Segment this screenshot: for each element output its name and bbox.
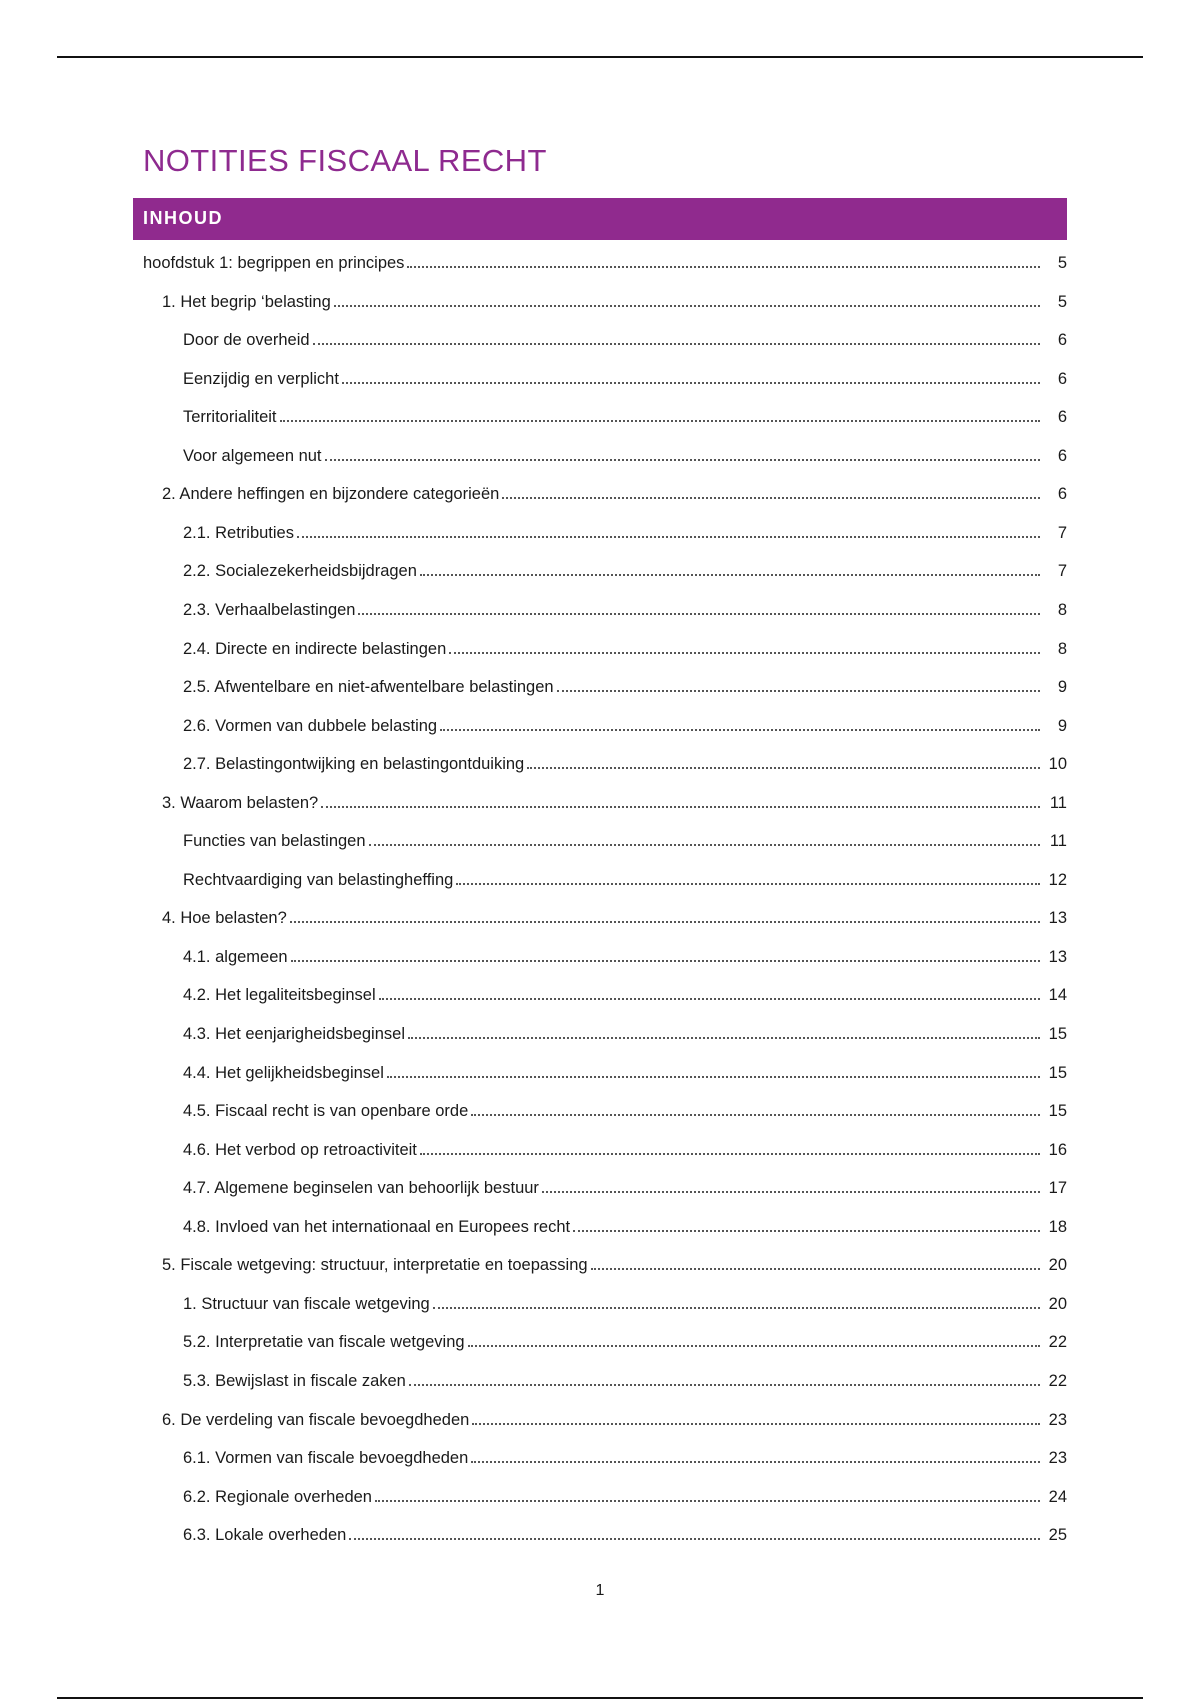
toc-entry-label: Voor algemeen nut bbox=[183, 447, 322, 465]
toc-entry-page-number: 6 bbox=[1057, 408, 1067, 426]
toc-entry-page-number: 6 bbox=[1057, 485, 1067, 503]
toc-entry-label: 2.7. Belastingontwijking en belastingontduiking bbox=[183, 755, 525, 773]
toc-entry[interactable] bbox=[183, 368, 1067, 390]
toc-dot-leader bbox=[420, 1153, 1040, 1155]
toc-entry-page-number: 25 bbox=[1048, 1526, 1067, 1544]
toc-dot-leader bbox=[449, 652, 1040, 654]
toc-dot-leader bbox=[468, 1345, 1040, 1347]
toc-entry[interactable] bbox=[183, 715, 1067, 737]
toc-entry[interactable] bbox=[143, 252, 1067, 274]
toc-entry-label: 5.2. Interpretatie van fiscale wetgeving bbox=[183, 1333, 465, 1351]
toc-entry[interactable] bbox=[183, 445, 1067, 467]
toc-dot-leader bbox=[325, 459, 1040, 461]
toc-entry[interactable] bbox=[162, 907, 1067, 929]
toc-dot-leader bbox=[358, 613, 1040, 615]
toc-entry-label: 6. De verdeling van fiscale bevoegdheden bbox=[162, 1411, 470, 1429]
toc-heading: INHOUD bbox=[143, 208, 223, 228]
toc-entry-page-number: 17 bbox=[1048, 1179, 1067, 1197]
toc-dot-leader bbox=[542, 1191, 1040, 1193]
toc-dot-leader bbox=[290, 921, 1040, 923]
toc-entry[interactable] bbox=[183, 1447, 1067, 1469]
toc-entry-label: 6.2. Regionale overheden bbox=[183, 1488, 372, 1506]
toc-entry-label: 6.1. Vormen van fiscale bevoegdheden bbox=[183, 1449, 469, 1467]
toc-entry-label: 2.2. Socialezekerheidsbijdragen bbox=[183, 562, 417, 580]
toc-dot-leader bbox=[472, 1423, 1040, 1425]
toc-entry[interactable] bbox=[183, 638, 1067, 660]
toc-entry[interactable] bbox=[183, 1023, 1067, 1045]
toc-entry-page-number: 15 bbox=[1048, 1025, 1067, 1043]
toc-entry-page-number: 11 bbox=[1049, 832, 1067, 850]
toc-dot-leader bbox=[440, 729, 1040, 731]
toc-dot-leader bbox=[420, 574, 1040, 576]
toc-entry[interactable] bbox=[183, 830, 1067, 852]
toc-entry-label: 2.1. Retributies bbox=[183, 524, 294, 542]
page-number: 1 bbox=[595, 1582, 605, 1599]
toc-dot-leader bbox=[291, 960, 1040, 962]
toc-dot-leader bbox=[379, 998, 1040, 1000]
toc-entry[interactable] bbox=[183, 1139, 1067, 1161]
toc-entry[interactable] bbox=[183, 946, 1067, 968]
toc-entry[interactable] bbox=[183, 329, 1067, 351]
toc-entry-page-number: 9 bbox=[1057, 678, 1067, 696]
toc-dot-leader bbox=[387, 1076, 1040, 1078]
toc-entry-page-number: 5 bbox=[1057, 254, 1067, 272]
toc-entry-label: 2.3. Verhaalbelastingen bbox=[183, 601, 356, 619]
toc-entry-page-number: 16 bbox=[1048, 1141, 1067, 1159]
toc-entry-label: 4.8. Invloed van het internationaal en Europees recht bbox=[183, 1218, 571, 1236]
toc-entry[interactable] bbox=[183, 406, 1067, 428]
toc-entry[interactable] bbox=[183, 869, 1067, 891]
toc-entry-label: Territorialiteit bbox=[183, 408, 277, 426]
toc-entry[interactable] bbox=[183, 1524, 1067, 1546]
toc-dot-leader bbox=[334, 305, 1040, 307]
toc-entry-page-number: 11 bbox=[1049, 794, 1067, 812]
toc-dot-leader bbox=[342, 382, 1040, 384]
toc-entry-page-number: 20 bbox=[1048, 1295, 1067, 1313]
toc-dot-leader bbox=[321, 806, 1040, 808]
toc-entry-label: 4.3. Het eenjarigheidsbeginsel bbox=[183, 1025, 405, 1043]
toc-entry-label: 2. Andere heffingen en bijzondere categorieën bbox=[162, 485, 500, 503]
toc-entry-label: 4. Hoe belasten? bbox=[162, 909, 287, 927]
toc-entry-label: hoofdstuk 1: begrippen en principes bbox=[143, 254, 405, 272]
toc-entry[interactable] bbox=[183, 599, 1067, 621]
toc-entry-label: Rechtvaardiging van belastingheffing bbox=[183, 871, 454, 889]
toc-entry-label: Door de overheid bbox=[183, 331, 310, 349]
toc-entry[interactable] bbox=[162, 1254, 1067, 1276]
toc-entry[interactable] bbox=[183, 1370, 1067, 1392]
toc-entry-page-number: 7 bbox=[1057, 524, 1067, 542]
toc-entry-page-number: 24 bbox=[1048, 1488, 1067, 1506]
toc-entry-label: 1. Het begrip ‘belasting bbox=[162, 293, 331, 311]
toc-entry-page-number: 13 bbox=[1048, 948, 1067, 966]
toc-dot-leader bbox=[471, 1461, 1040, 1463]
toc-entry-page-number: 6 bbox=[1057, 447, 1067, 465]
toc-entry-label: 4.1. algemeen bbox=[183, 948, 288, 966]
toc-entry-page-number: 23 bbox=[1048, 1411, 1067, 1429]
toc-entry[interactable] bbox=[183, 1331, 1067, 1353]
toc-entry-page-number: 8 bbox=[1057, 601, 1067, 619]
toc-entry[interactable] bbox=[183, 676, 1067, 698]
toc-dot-leader bbox=[409, 1384, 1040, 1386]
toc-entry[interactable] bbox=[183, 753, 1067, 775]
toc-dot-leader bbox=[456, 883, 1040, 885]
toc-entry[interactable] bbox=[183, 1216, 1067, 1238]
toc-entry[interactable] bbox=[183, 1177, 1067, 1199]
toc-dot-leader bbox=[591, 1268, 1040, 1270]
toc-dot-leader bbox=[375, 1500, 1040, 1502]
toc-dot-leader bbox=[349, 1538, 1040, 1540]
toc-dot-leader bbox=[557, 690, 1040, 692]
footer-rule bbox=[57, 1697, 1143, 1699]
toc-entry-page-number: 18 bbox=[1048, 1218, 1067, 1236]
toc-entry-page-number: 22 bbox=[1048, 1333, 1067, 1351]
toc-dot-leader bbox=[527, 767, 1040, 769]
document-title: NOTITIES FISCAAL RECHT bbox=[143, 143, 547, 178]
toc-entry-label: Functies van belastingen bbox=[183, 832, 366, 850]
toc-entry[interactable] bbox=[183, 1486, 1067, 1508]
toc-entry-page-number: 8 bbox=[1057, 640, 1067, 658]
toc-dot-leader bbox=[369, 844, 1040, 846]
toc-entry-label: 6.3. Lokale overheden bbox=[183, 1526, 347, 1544]
toc-dot-leader bbox=[433, 1307, 1040, 1309]
toc-entry-label: 5. Fiscale wetgeving: structuur, interpretatie en toepassing bbox=[162, 1256, 588, 1274]
toc-entry-label: Eenzijdig en verplicht bbox=[183, 370, 339, 388]
toc-entry[interactable] bbox=[162, 792, 1067, 814]
toc-entry[interactable] bbox=[183, 1100, 1067, 1122]
toc-entry[interactable] bbox=[162, 291, 1067, 313]
toc-entry-label: 2.6. Vormen van dubbele belasting bbox=[183, 717, 438, 735]
toc-dot-leader bbox=[297, 536, 1040, 538]
toc-entry-label: 5.3. Bewijslast in fiscale zaken bbox=[183, 1372, 406, 1390]
toc-dot-leader bbox=[471, 1114, 1040, 1116]
toc-entry-page-number: 6 bbox=[1057, 331, 1067, 349]
toc-entry[interactable] bbox=[183, 1062, 1067, 1084]
toc-entry-page-number: 20 bbox=[1048, 1256, 1067, 1274]
toc-entry-page-number: 23 bbox=[1048, 1449, 1067, 1467]
toc-entry-label: 2.4. Directe en indirecte belastingen bbox=[183, 640, 447, 658]
toc-dot-leader bbox=[313, 343, 1040, 345]
toc-entry-page-number: 5 bbox=[1057, 293, 1067, 311]
toc-entry-label: 4.7. Algemene beginselen van behoorlijk bestuur bbox=[183, 1179, 539, 1197]
toc-dot-leader bbox=[573, 1230, 1040, 1232]
toc-entry[interactable] bbox=[162, 483, 1067, 505]
toc-entry[interactable] bbox=[183, 560, 1067, 582]
toc-dot-leader bbox=[408, 1037, 1040, 1039]
toc-entry[interactable] bbox=[183, 522, 1067, 544]
toc-dot-leader bbox=[502, 497, 1040, 499]
toc-entry-page-number: 15 bbox=[1048, 1102, 1067, 1120]
toc-entry-page-number: 9 bbox=[1057, 717, 1067, 735]
toc-entry-page-number: 14 bbox=[1048, 986, 1067, 1004]
toc-entry[interactable] bbox=[183, 984, 1067, 1006]
toc-entry-label: 3. Waarom belasten? bbox=[162, 794, 319, 812]
toc-entry-label: 4.6. Het verbod op retroactiviteit bbox=[183, 1141, 417, 1159]
toc-entry-page-number: 13 bbox=[1048, 909, 1067, 927]
toc-entry-label: 2.5. Afwentelbare en niet-afwentelbare belastingen bbox=[183, 678, 554, 696]
toc-entry-page-number: 7 bbox=[1057, 562, 1067, 580]
toc-entry-page-number: 22 bbox=[1048, 1372, 1067, 1390]
toc-entry-label: 4.5. Fiscaal recht is van openbare orde bbox=[183, 1102, 469, 1120]
toc-entry-page-number: 12 bbox=[1048, 871, 1067, 889]
toc-entry-label: 1. Structuur van fiscale wetgeving bbox=[183, 1295, 430, 1313]
toc-entry-page-number: 10 bbox=[1048, 755, 1067, 773]
toc-entry-label: 4.4. Het gelijkheidsbeginsel bbox=[183, 1064, 384, 1082]
toc-entry-label: 4.2. Het legaliteitsbeginsel bbox=[183, 986, 376, 1004]
toc-entry-page-number: 6 bbox=[1057, 370, 1067, 388]
toc-dot-leader bbox=[280, 420, 1040, 422]
toc-entry[interactable] bbox=[162, 1409, 1067, 1431]
toc-entry-page-number: 15 bbox=[1048, 1064, 1067, 1082]
toc-entry[interactable] bbox=[183, 1293, 1067, 1315]
toc-dot-leader bbox=[407, 266, 1040, 268]
